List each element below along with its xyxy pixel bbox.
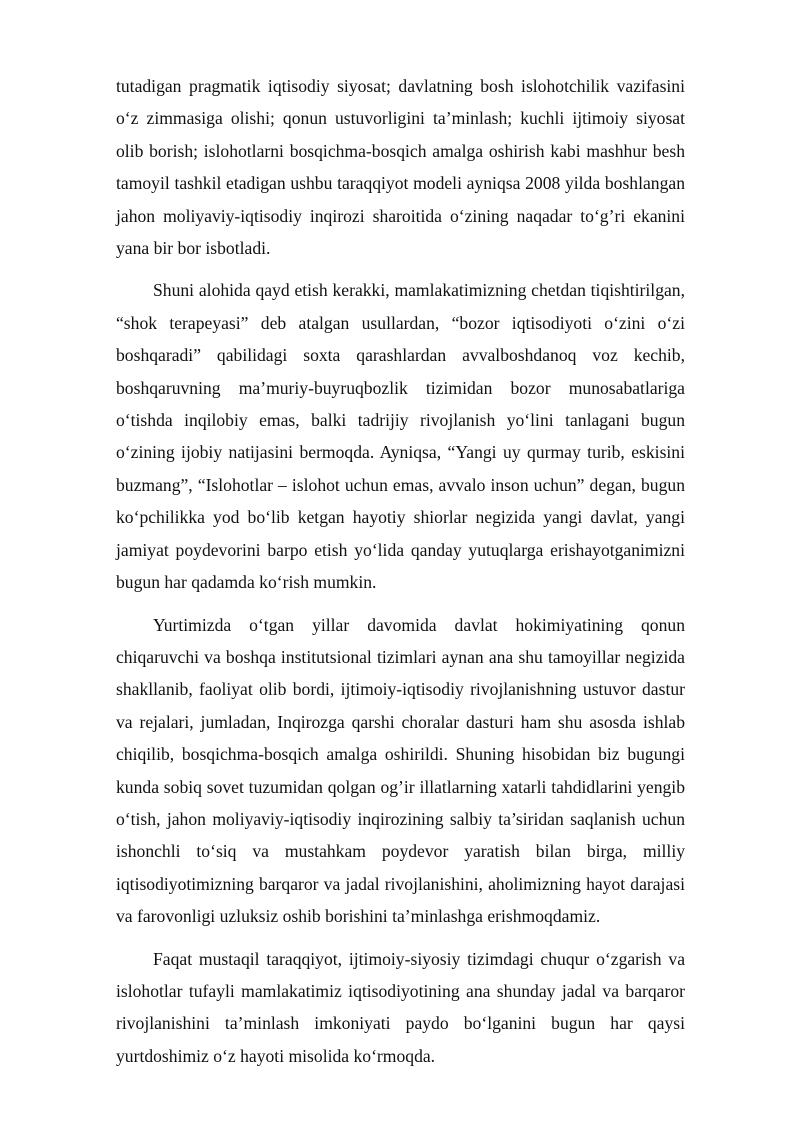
paragraph-2: Shuni alohida qayd etish kerakki, mamlakatimizning chetdan tiqishtirilgan, “shok terapeyasi” deb atalgan usullardan, “bozor iqtisodiyoti o‘zini o‘zi boshqaradi” qabilidagi soxta qarashlardan avvalboshdanoq voz kechib, boshqaruvning ma’muriy-buyruqbozlik tizimidan bozor munosabatlariga o‘tishda inqilobiy emas, balki tadrijiy rivojlanish yo‘lini tanlagani bugun o‘zining ijobiy natijasini bermoqda. Ayniqsa, “Yangi uy qurmay turib, eskisini buzmang”, “Islohotlar – islohot uchun emas, avvalo inson uchun” degan, bugun ko‘pchilikka yod bo‘lib ketgan hayotiy shiorlar negizida yangi davlat, yangi jamiyat poydevorini barpo etish yo‘lida qanday yutuqlarga erishayotganimizni bugun har qadamda ko‘rish mumkin. bbox=[116, 280, 685, 593]
paragraph-4: Faqat mustaqil taraqqiyot, ijtimoiy-siyosiy tizimdagi chuqur o‘zgarish va islohotlar tufayli mamlakatimiz iqtisodiyotining ana shunday jadal va barqaror rivojlanishini ta’minlash imkoniyati paydo bo‘lganini bugun har qaysi yurtdoshimiz o‘z hayoti misolida ko‘rmoqda. bbox=[116, 948, 685, 1066]
paragraph-1: tutadigan pragmatik iqtisodiy siyosat; davlatning bosh islohotchilik vazifasini o‘z zimmasiga olishi; qonun ustuvorligini ta’minlash; kuchli ijtimoiy siyosat olib borish; islohotlarni bosqichma-bosqich amalga oshirish kabi mashhur besh tamoyil tashkil etadigan ushbu taraqqiyot modeli ayniqsa 2008 yilda boshlangan jahon moliyaviy-iqtisodiy inqirozi sharoitida o‘zining naqadar to‘g’ri ekanini yana bir bor isbotladi. bbox=[116, 76, 685, 259]
paragraph-3: Yurtimizda o‘tgan yillar davomida davlat hokimiyatining qonun chiqaruvchi va boshqa institutsional tizimlari aynan ana shu tamoyillar negizida shakllanib, faoliyat olib bordi, ijtimoiy-iqtisodiy rivojlanishning ustuvor dastur va rejalari, jumladan, Inqirozga qarshi choralar dasturi ham shu asosda ishlab chiqilib, bosqichma-bosqich amalga oshirildi. Shuning hisobidan biz bugungi kunda sobiq sovet tuzumidan qolgan og’ir illatlarning xatarli tahdidlarini yengib o‘tish, jahon moliyaviy-iqtisodiy inqirozining salbiy ta’siridan saqlanish uchun ishonchli to‘siq va mustahkam poydevor yaratish bilan birga, milliy iqtisodiyotimizning barqaror va jadal rivojlanishini, aholimizning hayot darajasi va farovonligi uzluksiz oshib borishini ta’minlashga erishmoqdamiz. bbox=[116, 614, 685, 927]
document-body bbox=[116, 70, 685, 1082]
